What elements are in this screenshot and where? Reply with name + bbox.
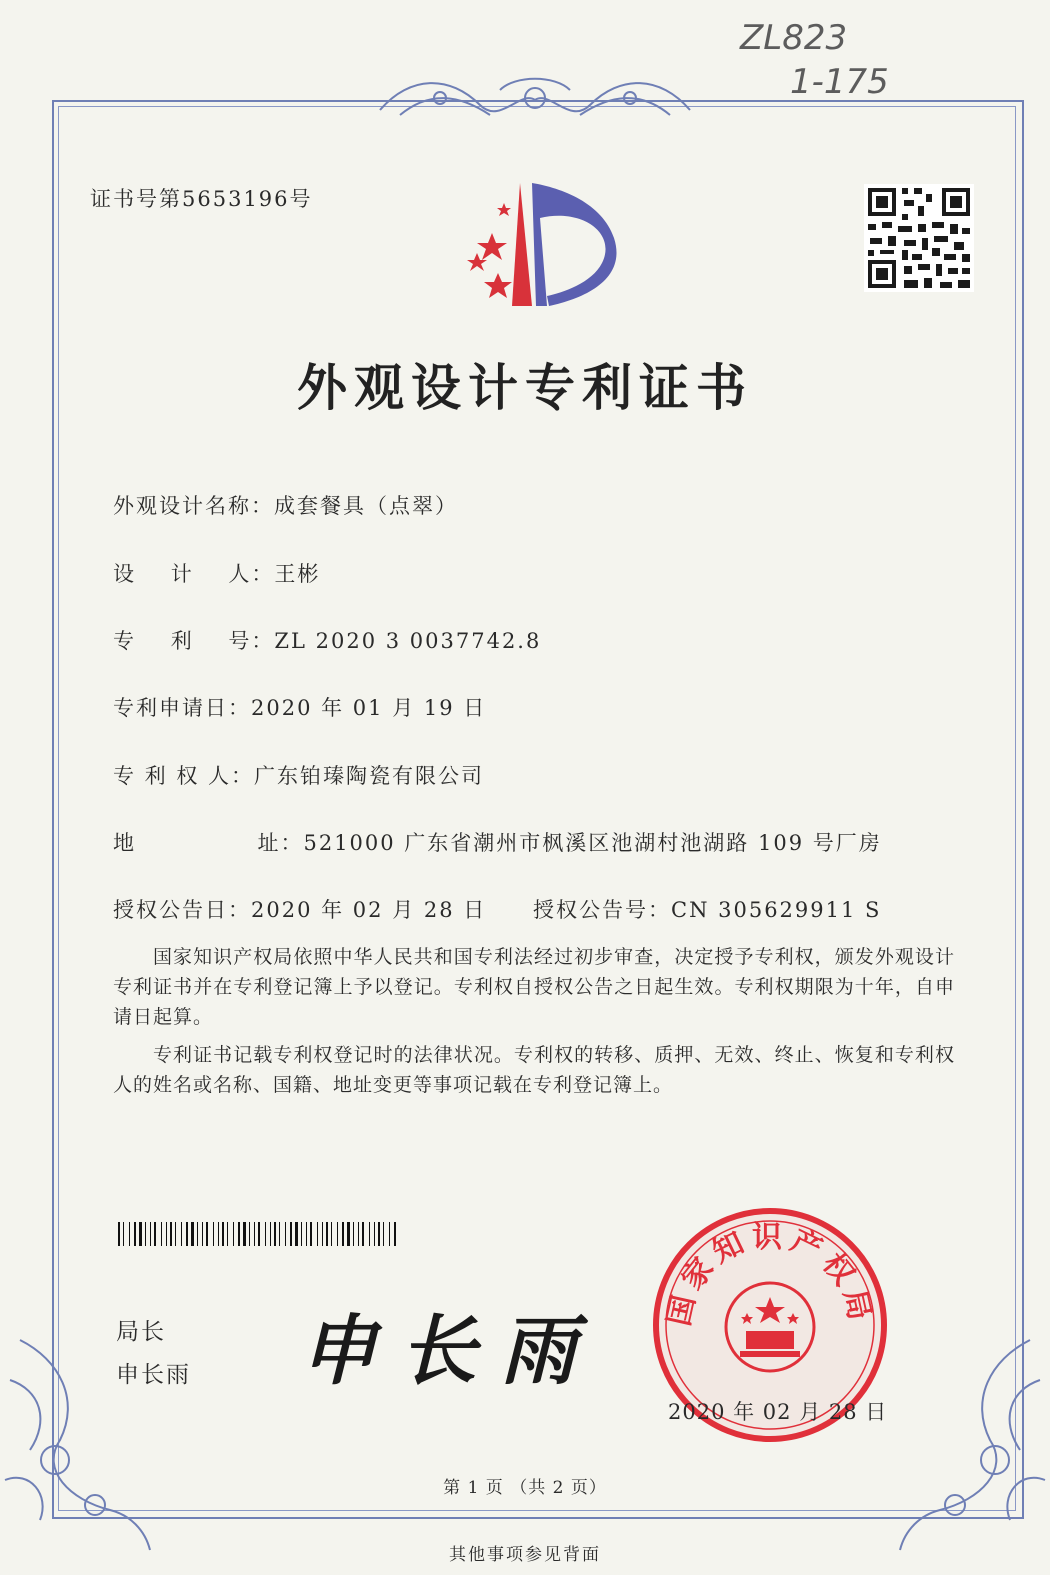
barcode-bar [322,1222,323,1246]
director-name: 申长雨 [116,1362,191,1388]
design-name-row [113,490,458,520]
barcode-bar [139,1222,142,1246]
barcode-bar [306,1222,307,1246]
grant-number-value: CN 305629911 S [671,898,882,922]
barcode-bar [154,1222,156,1246]
barcode [118,1222,400,1246]
patent-number-value: ZL 2020 3 0037742.8 [274,629,542,653]
patentee-label: 专 利 权 人： [113,764,255,788]
barcode-bar [347,1222,350,1246]
barcode-bar [170,1222,172,1246]
barcode-bar [191,1222,194,1246]
barcode-bar [238,1222,240,1246]
barcode-bar [337,1222,338,1246]
body-paragraph-1: 国家知识产权局依照中华人民共和国专利法经过初步审查，决定授予专利权，颁发外观设计专利证书并在专利登记簿上予以登记。专利权自授权公告之日起生效。专利权期限为十年，自申请日起算。 [113,946,955,1028]
barcode-bar [161,1222,162,1246]
design-name-label: 外观设计名称： [113,494,274,518]
barcode-bar [249,1222,250,1246]
designer-value: 王彬 [274,562,321,586]
barcode-bar [150,1222,151,1246]
barcode-bar [378,1222,380,1246]
barcode-bar [353,1222,354,1246]
barcode-bar [206,1222,208,1246]
certificate-number: 证书号第5653196号 [90,187,313,211]
top-ornament [370,70,700,132]
barcode-bar [362,1222,364,1246]
barcode-bar [358,1222,359,1246]
barcode-bar [290,1222,292,1246]
barcode-bar [186,1222,188,1246]
address-row [113,827,882,857]
design-name-value: 成套餐具（点翠） [274,494,458,518]
barcode-bar [394,1222,396,1246]
handwritten-note-line2: 1-175 [790,62,889,102]
certificate-title: 外观设计专利证书 [297,359,753,417]
designer-label: 设 计 人： [113,562,275,586]
barcode-bar [279,1222,280,1246]
grant-number-label: 授权公告号： [533,898,671,922]
barcode-bar [166,1222,167,1246]
cnipa-logo [452,178,622,313]
barcode-bar [326,1222,328,1246]
footer-note: 其他事项参见背面 [449,1545,601,1565]
address-value: 521000 广东省潮州市枫溪区池湖村池湖路 109 号厂房 [303,831,882,855]
address-label: 地 址： [113,831,304,855]
designer-row [113,558,320,588]
barcode-bar [342,1222,344,1246]
grant-date-row [113,894,486,924]
barcode-bar [331,1222,332,1246]
barcode-bar [218,1222,219,1246]
handwritten-signature: 申长雨 [300,1306,600,1395]
barcode-bar [181,1222,182,1246]
seal-date: 2020 年 02 月 28 日 [668,1400,888,1424]
filing-date-label: 专利申请日： [113,696,251,720]
grant-date-value: 2020 年 02 月 28 日 [251,898,487,922]
grant-date-label: 授权公告日： [113,898,251,922]
barcode-bar [123,1222,124,1246]
barcode-bar [389,1222,390,1246]
barcode-bar [317,1222,318,1246]
patentee-row [113,760,484,790]
patent-number-row [113,625,541,655]
barcode-bar [310,1222,312,1246]
patent-number-label: 专 利 号： [113,629,275,653]
filing-date-row [113,692,486,722]
barcode-bar [254,1222,255,1246]
barcode-bar [213,1222,214,1246]
barcode-bar [175,1222,176,1246]
filing-date-value: 2020 年 01 月 19 日 [251,696,487,720]
barcode-bar [243,1222,246,1246]
barcode-bar [129,1222,130,1246]
barcode-bar [197,1222,198,1246]
barcode-bar [301,1222,302,1246]
handwritten-note-line1: ZL823 [740,18,848,58]
body-paragraph-2: 专利证书记载专利权登记时的法律状况。专利权的转移、质押、无效、终止、恢复和专利权人的姓名或名称、国籍、地址变更等事项记载在专利登记簿上。 [113,1044,955,1096]
barcode-bar [233,1222,234,1246]
barcode-bar [285,1222,286,1246]
patentee-value: 广东铂瑧陶瓷有限公司 [254,764,485,788]
barcode-bar [274,1222,276,1246]
corner-ornament-bottom-right [890,1320,1050,1560]
barcode-bar [222,1222,224,1246]
barcode-bar [134,1222,136,1246]
barcode-bar [145,1222,146,1246]
barcode-bar [265,1222,266,1246]
barcode-bar [227,1222,228,1246]
barcode-bar [202,1222,203,1246]
barcode-bar [295,1222,298,1246]
director-title: 局长 [116,1319,166,1345]
grant-number-row [533,894,881,924]
barcode-bar [374,1222,375,1246]
page-number: 第 1 页 （共 2 页） [443,1478,607,1498]
qr-code [864,184,974,292]
barcode-bar [270,1222,271,1246]
seal-text: 国家知识产权局 [661,1220,879,1330]
barcode-bar [369,1222,370,1246]
barcode-bar [258,1222,260,1246]
barcode-bar [118,1222,120,1246]
barcode-bar [383,1222,384,1246]
